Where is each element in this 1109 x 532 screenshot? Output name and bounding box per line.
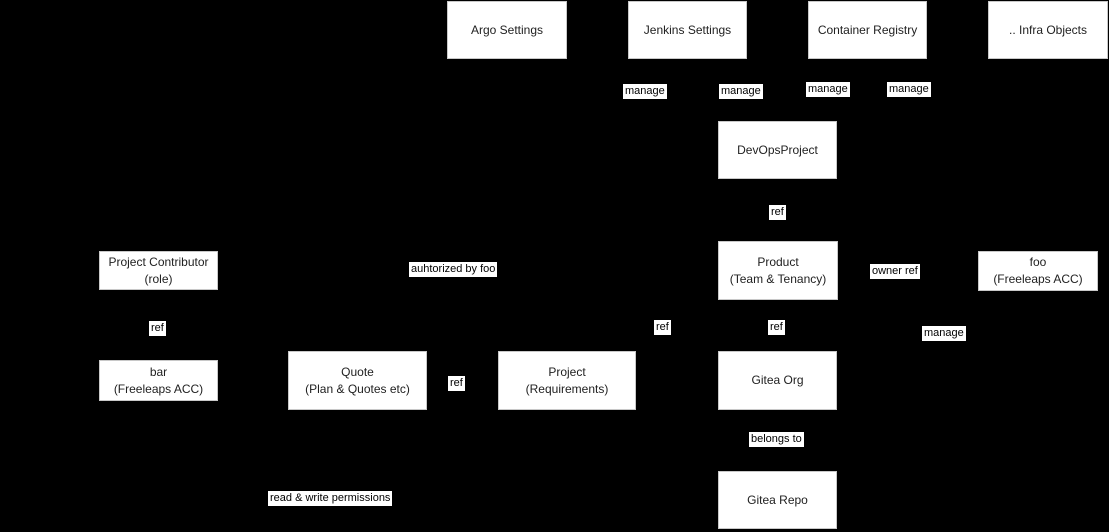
node-label-line: .. Infra Objects — [1008, 22, 1088, 37]
edge-label-manage-infra-objects: manage — [887, 82, 931, 97]
node-gitea-org — [718, 351, 837, 410]
edge-label-belongs-to: belongs to — [749, 432, 804, 447]
node-label-line: (Team & Tenancy) — [729, 271, 827, 286]
node-project-contributor — [99, 251, 218, 290]
node-devops-project — [718, 121, 837, 179]
edge-label-ref-product-project: ref — [654, 320, 671, 335]
edge-label-manage-container-registry: manage — [806, 82, 850, 97]
edge-label-read-write-permissions: read & write permissions — [268, 491, 392, 506]
node-argo-settings — [447, 1, 567, 59]
node-project-requirements — [498, 351, 636, 410]
node-bar-freeleaps-acc — [99, 360, 218, 401]
node-label-line: (role) — [144, 271, 173, 286]
edge-label-authorized-by-foo: auhtorized by foo — [409, 262, 497, 277]
edge-label-manage-foo-gitea: manage — [922, 326, 966, 341]
node-label-line: Jenkins Settings — [643, 22, 732, 37]
node-label-line: Project — [548, 364, 586, 379]
node-label-line: Quote — [341, 364, 374, 379]
node-label-line: Project Contributor — [108, 254, 209, 269]
node-label-line: (Plan & Quotes etc) — [305, 381, 410, 396]
edge-label-manage-jenkins: manage — [719, 84, 763, 99]
node-label-line: foo — [1029, 255, 1047, 270]
node-label-line: (Freeleaps ACC) — [113, 381, 204, 396]
edge-label-owner-ref: owner ref — [870, 264, 920, 279]
node-label-line: Gitea Org — [751, 373, 804, 388]
node-jenkins-settings — [628, 1, 747, 59]
node-label-line: bar — [149, 364, 168, 379]
node-infra-objects — [988, 1, 1108, 59]
node-product — [718, 241, 838, 300]
edge-label-ref-product-gitea-org: ref — [768, 320, 785, 335]
node-container-registry — [808, 1, 927, 59]
node-label-line: (Freeleaps ACC) — [993, 272, 1083, 286]
edge-label-ref-devops-product: ref — [769, 205, 786, 220]
edge-label-ref-quote-project: ref — [448, 376, 465, 391]
node-label-line: Container Registry — [817, 22, 918, 37]
node-quote — [288, 351, 427, 410]
node-label-line: (Requirements) — [525, 381, 609, 396]
edge-label-manage-argo: manage — [623, 84, 667, 99]
node-label-line: Gitea Repo — [747, 492, 808, 507]
node-gitea-repo — [718, 471, 837, 529]
node-label-line: Product — [757, 254, 799, 269]
node-label-line: Argo Settings — [470, 22, 544, 37]
node-foo-freeleaps-acc — [978, 251, 1098, 291]
node-label-line: DevOpsProject — [737, 142, 818, 157]
edge-label-ref-contributor-bar: ref — [149, 321, 166, 336]
